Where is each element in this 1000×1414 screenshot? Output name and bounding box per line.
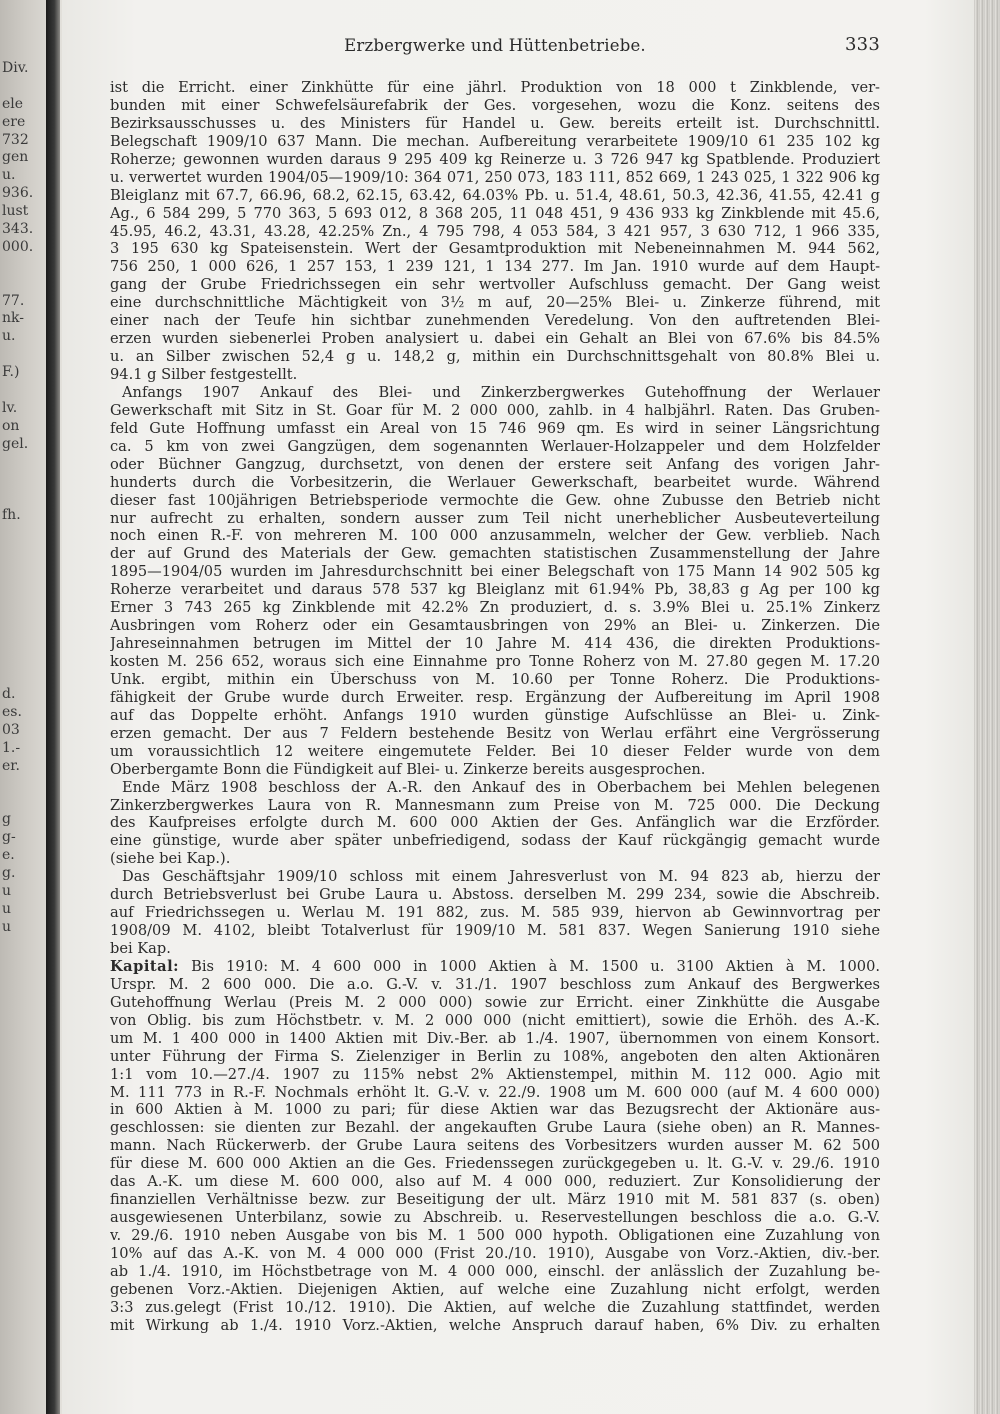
text-line: ist die Erricht. einer Zinkhütte für eine jährl. Produktion von 18 000 t Zinkblende, ver- [110, 79, 880, 96]
margin-fragment: ele [2, 95, 24, 112]
page-number: 333 [845, 34, 880, 55]
margin-fragment [2, 257, 44, 275]
text-line: für diese M. 600 000 Aktien an die Ges. Friedenssegen zurückgegeben u. lt. G.-V. v. 29./6. 1910 [110, 1155, 880, 1173]
margin-fragment [2, 543, 44, 561]
text-line: 1:1 vom 10.—27./4. 1907 zu 115% nebst 2% Aktienstempel, mithin M. 112 000. Agio mit [110, 1065, 880, 1083]
margin-fragment: u. [2, 167, 16, 184]
margin-fragment [2, 579, 44, 597]
text-line: Ende März 1908 beschloss der A.-R. den Ankauf des in Oberbachem bei Mehlen belegenen [122, 778, 880, 796]
margin-fragment: u. [2, 328, 16, 345]
margin-fragment: u [2, 918, 12, 935]
margin-fragment [2, 561, 44, 579]
text-line: feld Gute Hoffnung umfasst ein Areal von 15 746 969 qm. Es wird in seiner Längsrichtung [110, 419, 880, 437]
margin-fragment: nk- [2, 310, 24, 327]
text-line: einer nach der Teufe hin sichtbar zunehmenden Veredelung. Von den auftretenden Blei- [110, 312, 880, 330]
margin-fragment: 03 [2, 721, 20, 738]
margin-fragment [2, 668, 44, 686]
text-line: u. an Silber zwischen 52,4 g u. 148,2 g, mithin ein Durchschnittsgehalt von 80.8% Blei u. [110, 348, 880, 366]
text-line: M. 111 773 in R.-F. Nochmals erhöht lt. G.-V. v. 22./9. 1908 um M. 600 000 (auf M. 4 600 000) [110, 1083, 880, 1101]
margin-fragment: 000. [2, 238, 34, 255]
margin-fragment [2, 78, 44, 96]
margin-fragment: u [2, 882, 12, 899]
text-line: mit Wirkung ab 1./4. 1910 Vorz.-Aktien, welche Anspruch darauf haben, 6% Div. zu erhalten [110, 1316, 880, 1334]
text-line: Anfangs 1907 Ankauf des Blei- und Zinkerzbergwerkes Gutehoffnung der Werlauer [122, 383, 880, 401]
text-line: Belegschaft 1909/10 637 Mann. Die mechan. Aufbereitung verarbeitete 1909/10 61 235 102 kg [110, 132, 880, 150]
text-line: 10% auf das A.-K. von M. 4 000 000 (Frist 20./10. 1910), Ausgabe von Vorz.-Aktien, div.-ber. [110, 1244, 880, 1262]
margin-fragment: lust [2, 203, 29, 220]
text-line: von Oblig. bis zum Höchstbetr. v. M. 2 000 000 (nicht emittiert), sowie die Erhöh. des A.-K. [110, 1011, 880, 1029]
text-line: bunden mit einer Schwefelsäurefabrik der Ges. vorgesehen, wozu die Konz. seitens des [110, 96, 880, 114]
margin-fragment [2, 972, 44, 990]
margin-fragment [2, 525, 44, 543]
text-line: durch Betriebsverlust bei Grube Laura u. Abstoss. derselben M. 299 234, sowie die Abschreib. [110, 886, 880, 904]
text-line: des Kaufpreises erfolgte durch M. 600 000 Aktien der Ges. Anfänglich war die Erzförder. [110, 814, 880, 832]
margin-fragment [2, 597, 44, 615]
text-line: v. 29./6. 1910 neben Ausgabe von bis M. 1 500 000 hypoth. Obligationen eine Zuzahlung von [110, 1227, 880, 1244]
text-line: nur aufrecht zu erhalten, sondern ausser zum Teil nicht unerheblicher Ausbeuteverteilung [110, 509, 880, 527]
text-line: 94.1 g Silber festgestellt. [110, 366, 298, 383]
text-line: 3:3 zus.gelegt (Frist 10./12. 1910). Die Aktien, auf welche die Zuzahlung stattfindet, werden [110, 1298, 880, 1316]
text-line: Unk. ergibt, mithin ein Überschuss von M. 10.60 per Tonne Roherz. Die Produktions- [110, 670, 880, 688]
margin-fragment: 732 [2, 131, 29, 148]
margin-fragment: ere [2, 113, 26, 130]
binding-gutter [46, 0, 60, 1414]
text-line: hunderts durch die Vorbesitzerin, die Werlauer Gewerkschaft, bearbeitet wurde. Während [110, 473, 880, 491]
text-line: das A.-K. um diese M. 600 000, also auf M. 4 000 000, reduziert. Zur Konsolidierung der [110, 1173, 880, 1191]
margin-fragment [2, 454, 44, 472]
text-line: Urspr. M. 2 600 000. Die a.o. G.-V. v. 31./1. 1907 beschloss zum Ankauf des Bergwerkes [110, 975, 880, 993]
text-line: unter Führung der Firma S. Zielenziger in Berlin zu 108%, angeboten den alten Aktionären [110, 1047, 880, 1065]
text-line: Bleiglanz mit 67.7, 66.96, 68.2, 62.15, 63.42, 64.03% Pb. u. 51.4, 48.61, 50.3, 42.36, 41.55, 42.41 g [110, 186, 880, 204]
text-line: gebenen Vorz.-Aktien. Diejenigen Aktien, auf welche eine Zuzahlung nicht erfolgt, werden [110, 1280, 880, 1298]
margin-fragment: on [2, 417, 20, 434]
text-line: dieser fast 100jährigen Betriebsperiode vermochte die Gew. ohne Zubusse den Betrieb nicht [110, 491, 880, 509]
margin-fragment [2, 489, 44, 507]
text-line: eine durchschnittliche Mächtigkeit von 3½ m auf, 20—25% Blei- u. Zinkerze führend, mit [110, 294, 880, 312]
text-line: 756 250, 1 000 626, 1 257 153, 1 239 121, 1 134 277. Im Jan. 1910 wurde auf dem Haupt- [110, 258, 880, 276]
margin-fragment [2, 275, 44, 293]
text-line: geschlossen: sie dienten zur Bezahl. der angekauften Grube Laura (siehe oben) an R. Mannes- [110, 1119, 880, 1137]
text-line: fähigkeit der Grube wurde durch Erweiter. resp. Ergänzung der Aufbereitung im April 1908 [110, 688, 880, 706]
text-line: auf Friedrichssegen u. Werlau M. 191 882, zus. M. 585 939, hiervon ab Gewinnvortrag per [110, 904, 880, 922]
text-line: Roherze verarbeitet und daraus 578 537 kg Bleiglanz mit 61.94% Pb, 38,83 g Ag per 100 kg [110, 581, 880, 599]
text-line: 1908/09 M. 4102, bleibt Totalverlust für 1909/10 M. 581 837. Wegen Sanierung 1910 siehe [110, 922, 880, 940]
text-line: 3 195 630 kg Spateisenstein. Wert der Gesamtproduktion mit Nebeneinnahmen M. 944 562, [110, 240, 880, 258]
text-line: 45.95, 46.2, 43.31, 43.28, 42.25% Zn., 4 795 798, 4 053 584, 3 421 957, 3 630 712, 1 966 335, [110, 222, 880, 240]
text-line: Zinkerzbergwerkes Laura von R. Mannesmann zum Preise von M. 725 000. Die Deckung [110, 796, 880, 814]
text-line: in 600 Aktien à M. 1000 zu pari; für diese Aktien war das Bezugsrecht der Aktionäre aus- [110, 1101, 880, 1119]
margin-fragment: fh. [2, 507, 21, 524]
text-line: auf das Doppelte erhöht. Anfangs 1910 wurden günstige Aufschlüsse an Blei- u. Zink- [110, 706, 880, 724]
text-line: eine günstige, wurde aber später unbefriedigend, sodass der Kauf rückgängig gemacht wurde [110, 832, 880, 850]
body-text [110, 79, 880, 1335]
margin-fragment: 936. [2, 185, 34, 202]
text-line [110, 958, 880, 976]
text-line: ausgewiesenen Unterbilanz, sowie zu Abschreib. u. Reservestellungen beschloss die a.o. G.-V. [110, 1209, 880, 1227]
margin-fragment: F.) [2, 364, 20, 381]
margin-fragment: 1.- [2, 739, 21, 756]
margin-fragment: u [2, 900, 12, 917]
section-text: Bis 1910: M. 4 600 000 in 1000 Aktien à M. 1500 u. 3100 Aktien à M. 1000. [179, 957, 880, 975]
margin-fragment: 343. [2, 221, 34, 238]
text-line: (siehe bei Kap.). [110, 850, 231, 868]
text-line: ca. 5 km von zwei Gangzügen, dem sogenannten Werlauer-Holzappeler und dem Holzfelder [110, 437, 880, 455]
text-line: bei Kap. [110, 940, 171, 957]
text-line: Jahreseinnahmen betrugen im Mittel der 10 Jahre M. 414 436, die direkten Produktions- [110, 635, 880, 653]
text-line: noch einen R.-F. von mehreren M. 100 000 anzusammeln, welcher der Gew. verblieb. Nach [110, 527, 880, 545]
text-line: kosten M. 256 652, woraus sich eine Einnahme pro Tonne Roherz von M. 27.80 gegen M. 17.20 [110, 653, 880, 670]
text-line: um M. 1 400 000 in 1400 Aktien mit Div.-Ber. ab 1./4. 1907, übernommen von einem Konsort. [110, 1029, 880, 1047]
text-line: Bezirksausschusses u. des Ministers für Handel u. Gew. bereits erteilt ist. Durchschnittl. [110, 114, 880, 132]
text-line: erzen gemacht. Der aus 7 Feldern bestehende Besitz von Werlau erfährt eine Vergrösserung [110, 724, 880, 742]
margin-fragment: g. [2, 865, 16, 882]
margin-fragment: 77. [2, 292, 25, 309]
text-line: ab 1./4. 1910, im Höchstbetrage von M. 4 000 000, einschl. der anlässlich der Zuzahlung be- [110, 1262, 880, 1280]
text-line: Das Geschäftsjahr 1909/10 schloss mit einem Jahresverlust von M. 94 823 ab, hierzu der [122, 868, 880, 886]
text-line: Ausbringen vom Roherz oder ein Gesamtausbringen von 29% an Blei- u. Zinkerzen. Die [110, 617, 880, 635]
margin-fragment [2, 382, 44, 400]
text-line: finanziellen Verhältnisse bezw. zur Beseitigung der ult. März 1910 mit M. 581 837 (s. oben) [110, 1191, 880, 1209]
margin-fragment: d. [2, 686, 16, 703]
text-line: Roherze; gewonnen wurden daraus 9 295 409 kg Reinerze u. 3 726 947 kg Spatblende. Produziert [110, 150, 880, 168]
text-line: mann. Nach Rückerwerb. der Grube Laura seitens des Vorbesitzers wurden ausser M. 62 500 [110, 1137, 880, 1155]
text-line: Gewerkschaft mit Sitz in St. Goar für M. 2 000 000, zahlb. in 4 halbjährl. Raten. Das Gruben- [110, 401, 880, 419]
margin-fragment: e. [2, 847, 15, 864]
margin-fragment [2, 776, 44, 794]
text-line: gang der Grube Friedrichssegen ein sehr wertvoller Aufschluss gemacht. Der Gang weist [110, 276, 880, 294]
running-head: Erzbergwerke und Hüttenbetriebe. [344, 36, 646, 55]
margin-fragment: Div. [2, 60, 29, 76]
margin-fragment: g [2, 811, 11, 828]
page-edge-stack [974, 0, 1000, 1414]
margin-fragment: er. [2, 757, 20, 774]
adjacent-page-fragment [2, 60, 44, 990]
text-line: Erner 3 743 265 kg Zinkblende mit 42.2% Zn produziert, d. s. 3.9% Blei u. 25.1% Zinkerz [110, 599, 880, 617]
text-line: 1895—1904/05 wurden im Jahresdurchschnitt bei einer Belegschaft von 175 Mann 14 902 505 kg [110, 563, 880, 581]
text-line: der auf Grund des Materials der Gew. gemachten statistischen Zusammenstellung der Jahre [110, 545, 880, 563]
margin-fragment: gen [2, 149, 29, 166]
margin-fragment [2, 937, 44, 955]
text-line: um voraussichtlich 12 weitere eingemutete Felder. Bei 10 dieser Felder wurde von dem [110, 742, 880, 760]
margin-fragment: gel. [2, 435, 29, 452]
text-line: Oberbergamte Bonn die Fündigkeit auf Blei- u. Zinkerze bereits ausgesprochen. [110, 760, 706, 778]
section-label-kapital: Kapital: [110, 957, 180, 975]
margin-fragment: g- [2, 829, 16, 846]
margin-fragment [2, 650, 44, 668]
margin-fragment [2, 346, 44, 364]
margin-fragment [2, 955, 44, 973]
margin-fragment [2, 471, 44, 489]
text-line: erzen wurden siebenerlei Proben analysiert u. dabei ein Gehalt an Blei von 67.6% bis 84.5% [110, 330, 880, 348]
margin-fragment [2, 615, 44, 633]
text-line: Ag., 6 584 299, 5 770 363, 5 693 012, 8 368 205, 11 048 451, 9 436 933 kg Zinkblende mit 45.6, [110, 204, 880, 222]
text-line: u. verwertet wurden 1904/05—1909/10: 364 071, 250 073, 183 111, 852 669, 1 243 025, 1 322 906 kg [110, 168, 880, 186]
margin-fragment: lv. [2, 399, 18, 416]
margin-fragment: es. [2, 704, 22, 721]
margin-fragment [2, 794, 44, 812]
text-line: Gutehoffnung Werlau (Preis M. 2 000 000) sowie zur Erricht. einer Zinkhütte die Ausgabe [110, 993, 880, 1011]
text-line: oder Büchner Gangzug, durchsetzt, von denen der erstere seit Anfang des vorigen Jahr- [110, 455, 880, 473]
margin-fragment [2, 633, 44, 651]
